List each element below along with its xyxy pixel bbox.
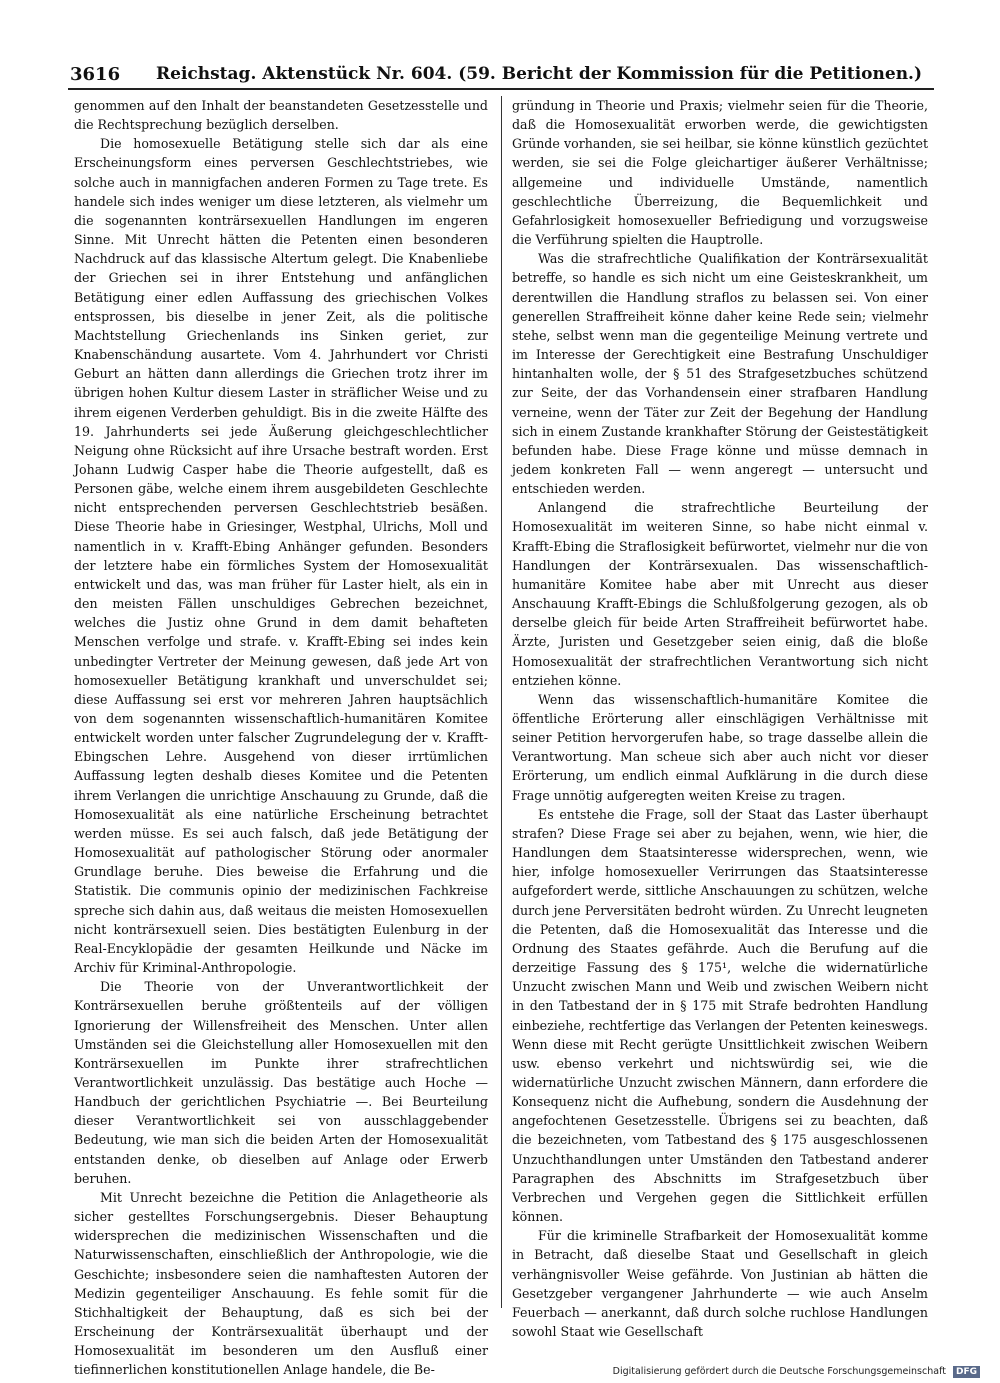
paragraph: Es entstehe die Frage, soll der Staat das Laster überhaupt strafen? Diese Frage sei aber zu bejahen, wenn, wie hier, die Handlungen dem Staatsinteresse widersprechen, wenn, wie hier, infolge homosexueller Verirrungen das Staatsinteresse aufgefordert werde, sittliche Anschauungen zu schützen, welche durch jene Perversitäten bedroht würden. Zu Unrecht leugneten die Petenten, daß die Homosexualität das Interesse und die Ordnung des Staates gefährde. Auch die Berufung auf die derzeitige Fassung des § 175¹, welche die widernatürliche Unzucht zwischen Mann und Weib und zwischen Weibern nicht in den Tatbestand der in § 175 mit Strafe bedrohten Handlung einbeziehe, rechtfertige das Verlangen der Petenten keineswegs. Wenn diese mit Recht gerügte Unsittlichkeit zwischen Weibern usw. ebenso verkehrt und nichtswürdig sei, wie die widernatürliche Unzucht zwischen Männern, dann erfordere die Konsequenz nicht die Aufhebung, sondern die Ausdehnung der angefochtenen Gesetzesstelle. Übrigens sei zu beachten, daß die bezeichneten, vom Tatbestand des § 175 ausgeschlossenen Unzuchthandlungen unter Umständen den Tatbestand anderer Paragraphen des Abschnitts im Strafgesetzbuch über Verbrechen und Vergehen gegen die Sittlichkeit erfüllen können. bbox=[512, 806, 929, 1225]
page-header bbox=[60, 60, 940, 88]
paragraph: gründung in Theorie und Praxis; vielmehr seien für die Theorie, daß die Homosexualität erworben werde, die gewichtigsten Gründe vorhanden, sie sei heilbar, sie könne künstlich gezüchtet werden, sie sei die Folge gleichartiger äußerer Verhältnisse; allgemeine und individuelle Umstände, namentlich geschlechtliche Überreizung, die Bequemlichkeit und Gefahrlosigkeit homosexueller Befriedigung und vorzugsweise die Verführung spielten die Hauptrolle. bbox=[512, 98, 928, 248]
dfg-logo: DFG bbox=[953, 1366, 980, 1378]
paragraph: Anlangend die strafrechtliche Beurteilung der Homosexualität im weiteren Sinne, so habe nicht einmal v. Krafft-Ebing die Straflosigkeit befürwortet, vielmehr nur die von Handlungen der Konträrsexualen. Das wissenschaftlich-humanitäre Komitee habe aber mit Unrecht aus dieser Anschauung Krafft-Ebings die Schlußfolgerung gezogen, als ob derselbe gleich für beide Arten Straffreiheit befürwortet habe. Ärzte, Juristen und Gesetzgeber seien einig, daß die bloße Homosexualität der strafrechtlichen Verantwortung sich nicht entziehen könne. bbox=[512, 500, 928, 688]
paragraph: Mit Unrecht bezeichne die Petition die Anlagetheorie als sicher gestelltes Forschungsergebnis. Dieser Behauptung widersprechen die medizinischen Wissenschaften und die Naturwissenschaften, einschließlich der Anthropologie, wie die Geschichte; insbesondere seien die namhaftesten Autoren der Medizin gegenteiliger Anschauung. Es fehle somit für die Stichhaltigkeit der Behauptung, daß es sich bei der Erscheinung der Konträrsexualität überhaupt und der Homosexualität im besonderen um den Ausfluß einer tiefinnerlichen konstitutionellen Anlage handele, die Be- bbox=[74, 1189, 488, 1378]
page-number: 3616 bbox=[70, 64, 121, 85]
header-rule bbox=[68, 88, 934, 90]
paragraph: Die homosexuelle Betätigung stelle sich dar als eine Erscheinungsform eines perversen Geschlechtstriebes, wie solche auch in mannigfachen anderen Formen zu Tage trete. Es handele sich indes weniger um diese letzteren, als vielmehr um die sogenannten konträrsexuellen Handlungen im engeren Sinne. Mit Unrecht hätten die Petenten einen besonderen Nachdruck auf das klassische Altertum gelegt. Die Knabenliebe der Griechen sei in ihrer Entstehung und anfänglichen Betätigung einer edlen Auffassung des griechischen Volkes entsprossen, bis dieselbe in jener Zeit, als die politische Machtstellung Griechenlands ins Sinken geriet, zur Knabenschändung ausartete. Vom 4. Jahrhundert vor Christi Geburt an hätten dann allerdings die Griechen trotz ihrer im übrigen hohen Kultur diesem Laster in sträflicher Weise und zu ihrem eigenen Verderben gehuldigt. Bis in die zweite Hälfte des 19. Jahrhunderts sei jede Äußerung gleichgeschlechtlicher Neigung ohne Rücksicht auf ihre Ursache bestraft worden. Erst Johann Ludwig Casper habe die Theorie aufgestellt, daß es Personen gäbe, welche einem ihrem ausgebildeten Geschlechte nicht entsprechenden perversen Geschlechtstrieb besäßen. Diese Theorie habe in Griesinger, Westphal, Ulrichs, Moll und namentlich in v. Krafft-Ebing Anhänger gefunden. Besonders der letztere habe ein förmliches System der Homosexualität entwickelt und das, was man früher für Laster hielt, als ein in den meisten Fällen unschuldiges Gebrechen bezeichnet, welches die Justiz ohne Grund in dem damit behafteten Menschen verfolge und strafe. v. Krafft-Ebing sei indes kein unbedingter Vertreter der Meinung gewesen, daß jede Art von homosexueller Betätigung krankhaft und unverschuldet sei; diese Auffassung sei erst vor mehreren Jahren hauptsächlich von dem sogenannten wissenschaftlich-humanitären Komitee entwickelt worden unter falscher Zugrundelegung der v. Krafft-Ebingschen Lehre. Ausgehend von dieser irrtümlichen Auffassung legten deshalb dieses Komitee und die Petenten ihrem Verlangen die unrichtige Anschauung zu Grunde, daß die Homosexualität als eine natürliche Erscheinung betrachtet werden müsse. Es sei auch falsch, daß jede Betätigung der Homosexualität auf pathologischer Störung oder anormaler Grundlage beruhe. Dies beweise die Erfahrung und die Statistik. Die communis opinio der medizinischen Fachkreise spreche sich dahin aus, daß weitaus die meisten Homosexuellen nicht konträrsexuell seien. Dies bestätigten Eulenburg in der Real-Encyklopädie der gesamten Heilkunde und Näcke im Archiv für Kriminal-Anthropologie. bbox=[74, 136, 488, 976]
right-column bbox=[512, 96, 929, 1339]
header-title: Reichstag. Aktenstück Nr. 604. (59. Bericht der Kommission für die Petitionen.) bbox=[156, 64, 923, 84]
paragraph: Wenn das wissenschaftlich-humanitäre Komitee die öffentliche Erörterung aller einschlägigen Verhältnisse mit seiner Petition hervorgerufen habe, so trage dasselbe allein die Verantwortung. Man scheue sich aber auch nicht vor dieser Erörterung, um endlich einmal Aufklärung in die durch diese Frage unnötig aufgeregten weiten Kreise zu tragen. bbox=[512, 691, 928, 803]
footer-credit bbox=[560, 1366, 980, 1380]
paragraph: Für die kriminelle Strafbarkeit der Homosexualität komme in Betracht, daß dieselbe Staat und Gesellschaft in gleich verhängnisvoller Weise gefährde. Von Justinian ab hätten die Gesetzgeber vergangener Jahrhunderte — wie auch Anselm Feuerbach — anerkannt, daß durch solche ruchlose Handlungen sowohl Staat wie Gesellschaft bbox=[512, 1228, 928, 1339]
paragraph: genommen auf den Inhalt der beanstandeten Gesetzesstelle und die Rechtsprechung bezüglich derselben. bbox=[74, 98, 488, 133]
left-column bbox=[74, 96, 488, 1378]
footer-text: Digitalisierung gefördert durch die Deutsche Forschungsgemeinschaft bbox=[612, 1366, 946, 1377]
paragraph: Was die strafrechtliche Qualifikation der Konträrsexualität betreffe, so handle es sich nicht um eine Geisteskrankheit, um derentwillen die Handlung straflos zu belassen sei. Von einer generellen Straffreiheit könne daher keine Rede sein; vielmehr stehe, selbst wenn man die gegenteilige Meinung vertrete und im Interesse der Gerechtigkeit eine Bestrafung Unschuldiger hintanhalten wolle, der § 51 des Strafgesetzbuches schützend zur Seite, der das Vorhandensein einer strafbaren Handlung verneine, wenn der Täter zur Zeit der Begehung der Handlung sich in einem Zustande krankhafter Störung der Geistestätigkeit befunden habe. Diese Frage könne und müsse demnach in jedem konkreten Fall — wenn angeregt — untersucht und entschieden werden. bbox=[512, 251, 928, 497]
column-divider bbox=[501, 96, 502, 1308]
paragraph: Die Theorie von der Unverantwortlichkeit der Konträrsexuellen beruhe größtenteils auf der völligen Ignorierung der Willensfreiheit des Menschen. Unter allen Umständen sei die Gleichstellung aller Homosexuellen mit den Konträrsexuellen im Punkte ihrer strafrechtlichen Verantwortlichkeit unzulässig. Das bestätige auch Hoche — Handbuch der gerichtlichen Psychiatrie —. Bei Beurteilung dieser Verantwortlichkeit sei von ausschlaggebender Bedeutung, wie man sich die beiden Arten der Homosexualität entstanden denke, ob dieselben auf Anlage oder Erwerb beruhen. bbox=[74, 979, 488, 1186]
